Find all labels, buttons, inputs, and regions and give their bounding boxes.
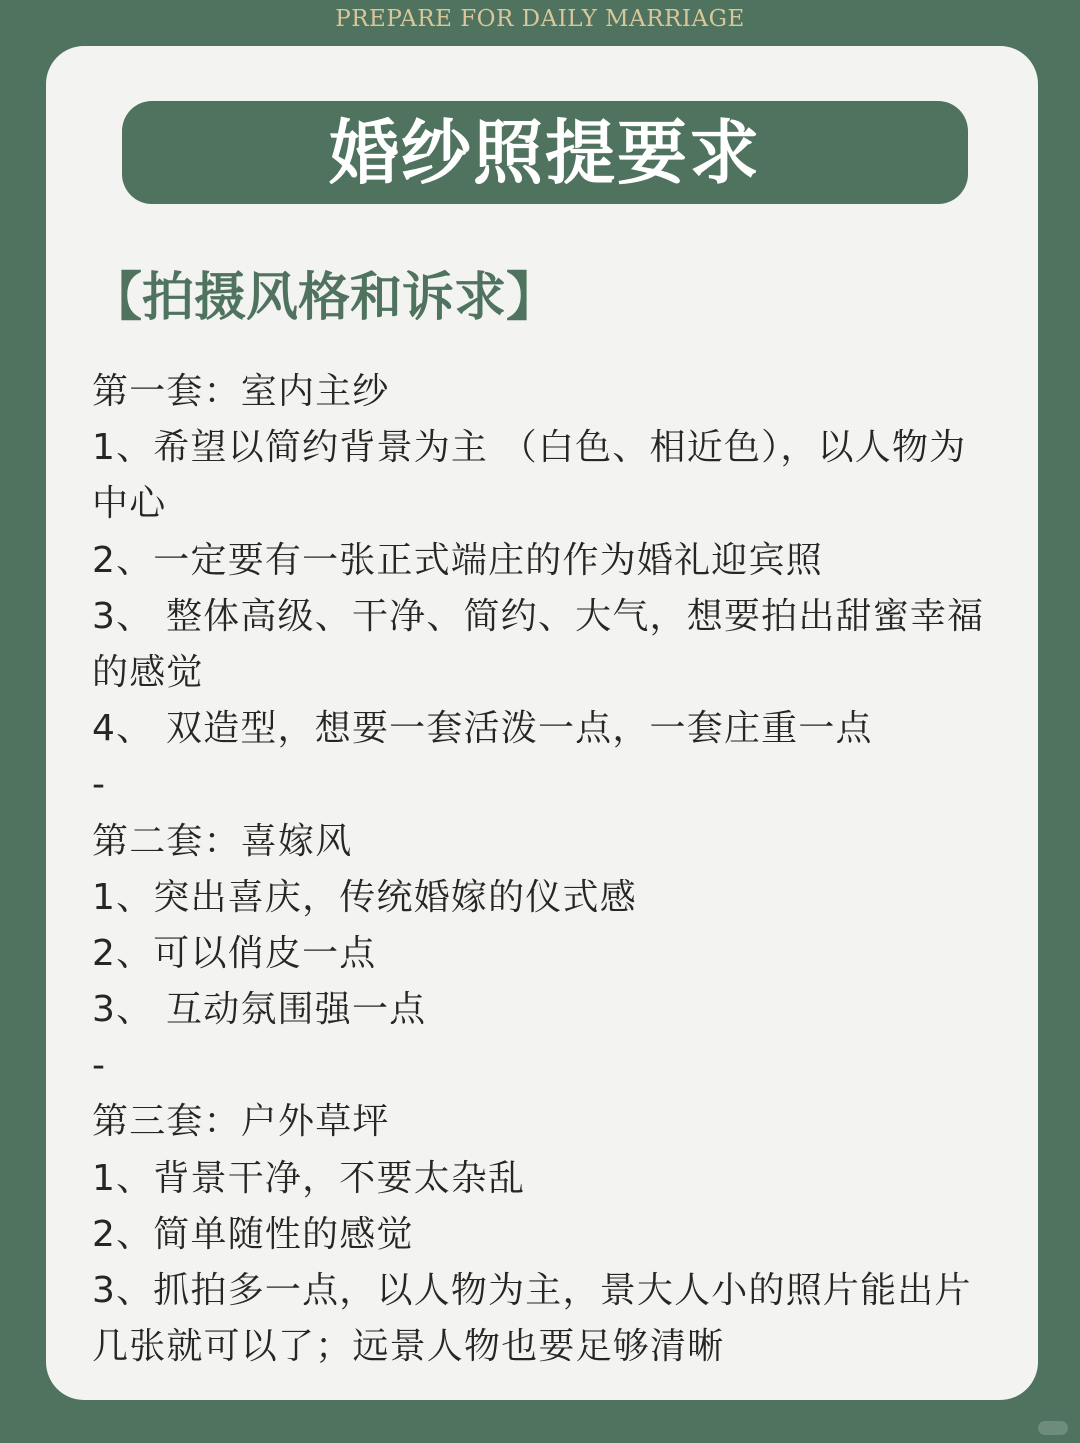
- text-line: 第二套：喜嫁风: [92, 820, 353, 862]
- separator: -: [92, 764, 107, 806]
- top-caption: PREPARE FOR DAILY MARRIAGE: [335, 6, 745, 32]
- text-line: 第一套：室内主纱: [92, 371, 390, 412]
- text-line: 1、背景干净，不要太杂乱: [92, 1157, 526, 1199]
- text-line: 3、 互动氛围强一点: [92, 989, 427, 1031]
- content-card: [46, 46, 1038, 1400]
- text-line: 几张就可以了；远景人物也要足够清晰: [92, 1326, 725, 1368]
- text-line: 2、一定要有一张正式端庄的作为婚礼迎宾照: [92, 539, 823, 581]
- text-line: 第三套：户外草坪: [92, 1101, 390, 1143]
- text-line: 1、突出喜庆，传统婚嫁的仪式感: [92, 876, 637, 918]
- watermark-badge: [1038, 1421, 1068, 1435]
- page-title: 婚纱照提要求: [329, 111, 761, 194]
- text-line: 1、希望以简约背景为主 （白色、相近色），以人物为: [92, 427, 967, 469]
- separator: -: [92, 1045, 107, 1087]
- title-banner: [122, 101, 968, 204]
- text-line: 2、简单随性的感觉: [92, 1213, 414, 1255]
- text-line: 的感觉: [92, 651, 204, 693]
- text-line: 3、抓拍多一点，以人物为主，景大人小的照片能出片: [92, 1270, 972, 1311]
- section-heading: 【拍摄风格和诉求】: [90, 268, 559, 328]
- text-line: 4、 双造型，想要一套活泼一点，一套庄重一点: [92, 708, 873, 750]
- text-line: 中心: [92, 483, 167, 525]
- text-line: 2、可以俏皮一点: [92, 932, 377, 974]
- requirements-text: [92, 364, 1032, 1375]
- text-line: 3、 整体高级、干净、简约、大气，想要拍出甜蜜幸福: [92, 595, 985, 637]
